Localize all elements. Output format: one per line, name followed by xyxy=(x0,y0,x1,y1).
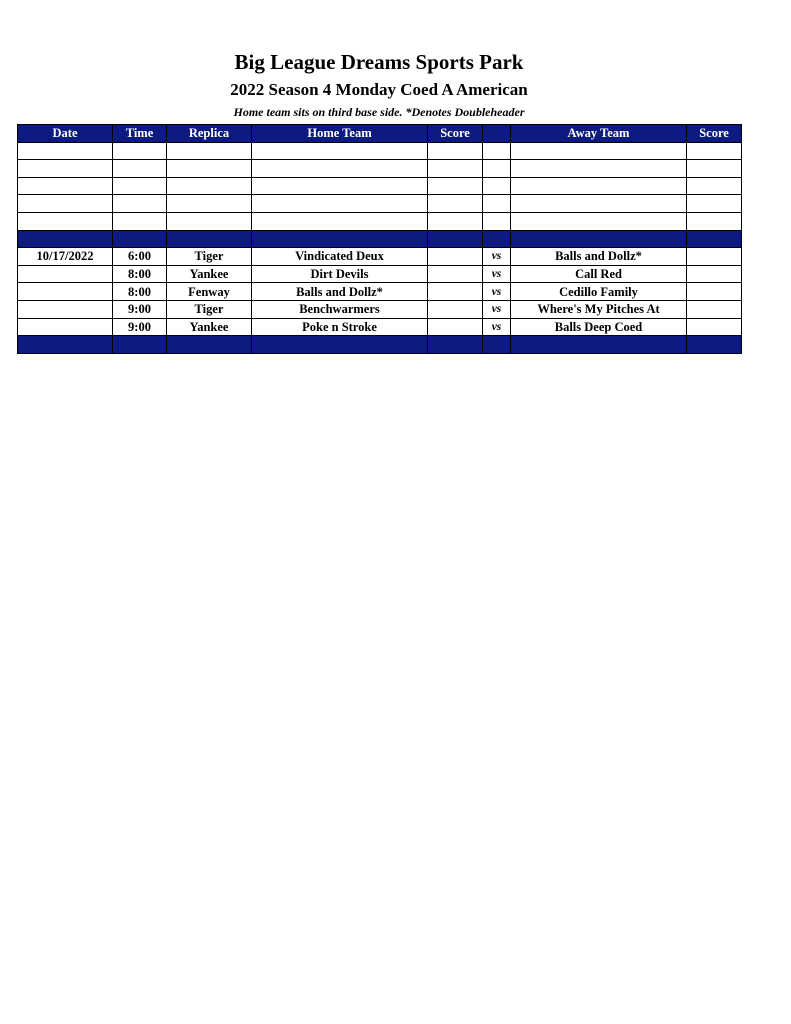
game-date xyxy=(18,318,113,336)
vs-label: vs xyxy=(483,283,511,301)
home-team: Poke n Stroke xyxy=(252,318,428,336)
home-score xyxy=(428,318,483,336)
table-row xyxy=(18,300,742,318)
game-replica: Fenway xyxy=(167,283,252,301)
column-header: Time xyxy=(113,125,167,143)
empty-row xyxy=(18,212,742,230)
vs-label: vs xyxy=(483,318,511,336)
away-score xyxy=(687,300,742,318)
divider-bar xyxy=(18,230,742,248)
home-team: Benchwarmers xyxy=(252,300,428,318)
page-subtitle: 2022 Season 4 Monday Coed A American xyxy=(230,80,528,99)
empty-row xyxy=(18,160,742,178)
away-score xyxy=(687,248,742,266)
vs-label: vs xyxy=(483,248,511,266)
home-score xyxy=(428,265,483,283)
away-team: Balls Deep Coed xyxy=(511,318,687,336)
away-team: Balls and Dollz* xyxy=(511,248,687,266)
divider-bar xyxy=(18,336,742,354)
page-note: Home team sits on third base side. *Denotes Doubleheader xyxy=(233,105,525,119)
game-replica: Yankee xyxy=(167,318,252,336)
table-row xyxy=(18,248,742,266)
game-time: 6:00 xyxy=(113,248,167,266)
game-time: 8:00 xyxy=(113,283,167,301)
game-date: 10/17/2022 xyxy=(18,248,113,266)
home-team: Balls and Dollz* xyxy=(252,283,428,301)
column-header: Date xyxy=(18,125,113,143)
away-team: Cedillo Family xyxy=(511,283,687,301)
column-header xyxy=(483,125,511,143)
home-team: Vindicated Deux xyxy=(252,248,428,266)
away-score xyxy=(687,283,742,301)
home-score xyxy=(428,283,483,301)
empty-row xyxy=(18,142,742,160)
away-team: Where's My Pitches At xyxy=(511,300,687,318)
column-header: Score xyxy=(687,125,742,143)
game-replica: Yankee xyxy=(167,265,252,283)
vs-label: vs xyxy=(483,300,511,318)
table-header-row xyxy=(18,125,742,143)
game-time: 9:00 xyxy=(113,300,167,318)
table-row xyxy=(18,265,742,283)
away-score xyxy=(687,265,742,283)
home-score xyxy=(428,300,483,318)
empty-row xyxy=(18,195,742,213)
game-time: 9:00 xyxy=(113,318,167,336)
table-row xyxy=(18,318,742,336)
table-row xyxy=(18,283,742,301)
empty-row xyxy=(18,177,742,195)
column-header: Home Team xyxy=(252,125,428,143)
vs-label: vs xyxy=(483,265,511,283)
column-header: Away Team xyxy=(511,125,687,143)
game-date xyxy=(18,300,113,318)
game-replica: Tiger xyxy=(167,248,252,266)
schedule-table xyxy=(17,124,742,354)
away-score xyxy=(687,318,742,336)
game-time: 8:00 xyxy=(113,265,167,283)
game-date xyxy=(18,265,113,283)
home-team: Dirt Devils xyxy=(252,265,428,283)
game-date xyxy=(18,283,113,301)
game-replica: Tiger xyxy=(167,300,252,318)
column-header: Replica xyxy=(167,125,252,143)
away-team: Call Red xyxy=(511,265,687,283)
home-score xyxy=(428,248,483,266)
column-header: Score xyxy=(428,125,483,143)
page-title: Big League Dreams Sports Park xyxy=(234,50,524,74)
